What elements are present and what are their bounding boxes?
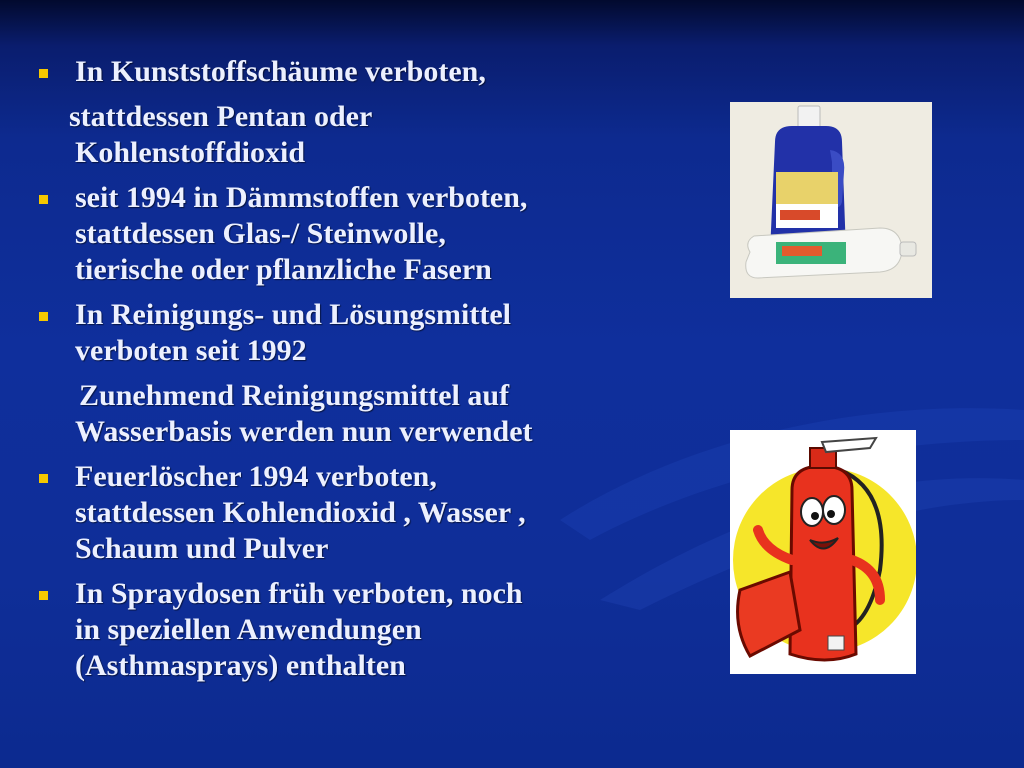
continuation-line: stattdessen Pentan oder xyxy=(69,100,373,133)
fire-extinguisher-image xyxy=(730,430,916,674)
slide-body xyxy=(34,54,654,684)
bullet-marker xyxy=(39,195,48,204)
continuation-line: Zunehmend Reinigungsmittel auf xyxy=(79,379,510,412)
bullet-item xyxy=(34,180,654,288)
cleaning-bottles-image xyxy=(730,102,932,298)
bullet-line: (Asthmasprays) enthalten xyxy=(75,649,406,682)
bullet-line: In Kunststoffschäume verboten, xyxy=(75,55,486,88)
bullet-item xyxy=(34,54,654,90)
bullet-line: in speziellen Anwendungen xyxy=(75,613,422,646)
bullet-line: verboten seit 1992 xyxy=(75,334,307,367)
bullet-item xyxy=(34,459,654,567)
bullet-line: seit 1994 in Dämmstoffen verboten, xyxy=(75,181,528,214)
bullet-item xyxy=(34,576,654,684)
bullet-marker xyxy=(39,591,48,600)
continuation-line: Kohlenstoffdioxid xyxy=(75,136,306,169)
cleaning-bottles-icon xyxy=(730,102,932,298)
bullet-line: tierische oder pflanzliche Fasern xyxy=(75,253,492,286)
continuation-paragraph xyxy=(34,378,654,450)
bullet-item xyxy=(34,297,654,369)
bullet-line: stattdessen Kohlendioxid , Wasser , xyxy=(75,496,526,529)
bullet-line: Schaum und Pulver xyxy=(75,532,329,565)
bullet-marker xyxy=(39,312,48,321)
fire-extinguisher-cartoon-icon xyxy=(730,430,916,674)
bullet-line: In Reinigungs- und Lösungsmittel xyxy=(75,298,511,331)
bullet-line: In Spraydosen früh verboten, noch xyxy=(75,577,523,610)
bullet-line: Feuerlöscher 1994 verboten, xyxy=(75,460,437,493)
bullet-marker xyxy=(39,69,48,78)
bullet-line: stattdessen Glas-/ Steinwolle, xyxy=(75,217,446,250)
bullet-marker xyxy=(39,474,48,483)
continuation-line: Wasserbasis werden nun verwendet xyxy=(75,415,533,448)
continuation-paragraph xyxy=(34,99,654,171)
